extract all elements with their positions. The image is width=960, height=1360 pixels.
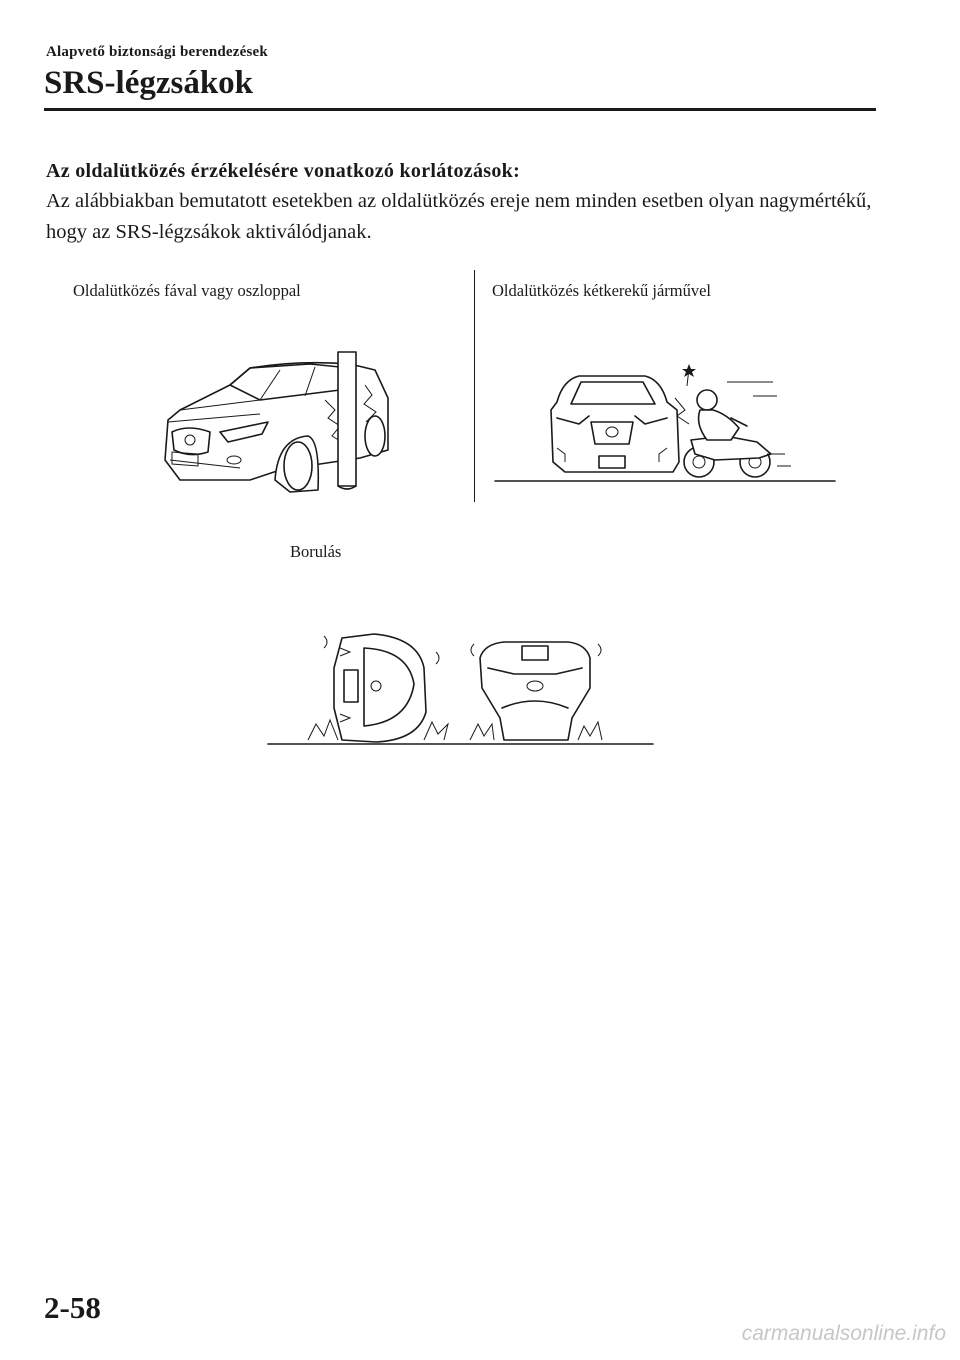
car-rollover-illustration bbox=[268, 628, 658, 750]
caption-rollover: Borulás bbox=[290, 542, 342, 561]
caption-pole-collision: Oldalütközés fával vagy oszloppal bbox=[73, 281, 301, 300]
caption-motorcycle-collision: Oldalütközés kétkerekű járművel bbox=[492, 281, 712, 300]
page-title: SRS-légzsákok bbox=[44, 65, 254, 101]
subheading: Az oldalütközés érzékelésére vonatkozó korlátozások: bbox=[46, 160, 521, 182]
page-number: 2-58 bbox=[44, 1290, 101, 1325]
watermark: carmanualsonline.info bbox=[741, 1322, 946, 1345]
title-rule bbox=[44, 108, 876, 111]
car-hits-pole-illustration bbox=[150, 340, 410, 500]
section-kicker: Alapvető biztonsági berendezések bbox=[46, 44, 268, 60]
car-hits-motorcycle-illustration bbox=[495, 362, 840, 486]
intro-paragraph: Az alábbiakban bemutatott esetekben az oldalütközés ereje nem minden esetben olyan nagymértékű, hogy az SRS-légzsákok aktiválódjanak. bbox=[46, 190, 872, 243]
figure-divider bbox=[474, 270, 475, 502]
